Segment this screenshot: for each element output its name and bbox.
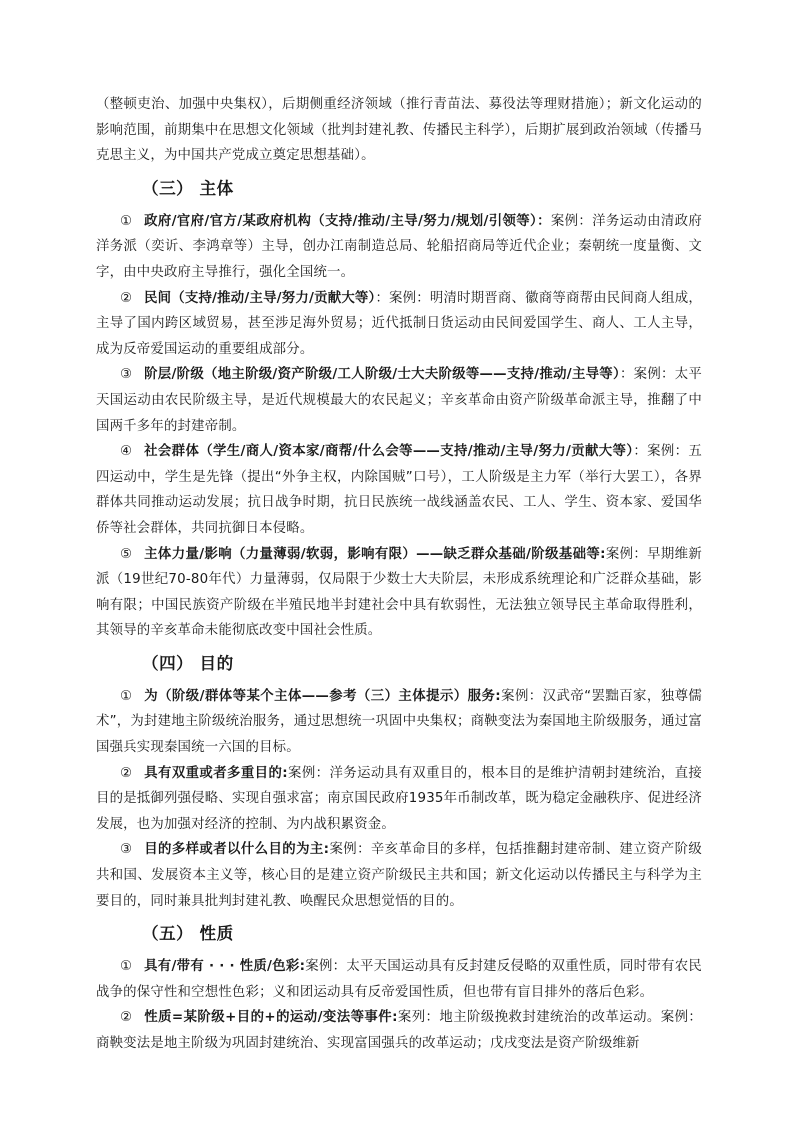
list-item	[96, 286, 702, 363]
item-lead: 阶层/阶级（地主阶级/资产阶级/工人阶级/士大夫阶级等——支持/推动/主导等）	[144, 367, 620, 383]
item-lead: 性质=某阶级+目的+的运动/变法等事件:	[144, 1010, 398, 1026]
section-heading-nature: （五） 性质	[142, 923, 234, 944]
item-number: ③	[120, 367, 133, 383]
item-lead: 目的多样或者以什么目的为主:	[144, 842, 330, 858]
item-text: 案例：洋务运动具有双重目的，根本目的是维护清朝封建统治，直接目的是抵御列强侵略、实现自强求富；南京国民政府1935年币制改革，既为稳定金融秩序、促进经济发展，也为加强对经济的控制、为内战积累资金。	[96, 765, 702, 832]
item-lead: 主体力量/影响（力量薄弱/软弱，影响有限）——缺乏群众基础/阶级基础等:	[144, 546, 606, 562]
item-lead: 社会群体（学生/商人/资本家/商帮/什么会等——支持/推动/主导/努力/贡献大等）	[144, 444, 634, 460]
intro-paragraph: （整顿吏治、加强中央集权），后期侧重经济领域（推行青苗法、募役法等理财措施）；新文化运动的影响范围，前期集中在思想文化领域（批判封建礼教、传播民主科学），后期扩展到政治领域（传播马克思主义，为中国共产党成立奠定思想基础）。	[96, 97, 702, 164]
item-number: ④	[120, 444, 133, 460]
list-item	[96, 837, 702, 914]
item-text: 案例：早期维新派（19世纪70-80年代）力量薄弱，仅局限于少数士大夫阶层，未形成系统理论和广泛群众基础，影响有限；中国民族资产阶级在半殖民地半封建社会中具有软弱性，无法独立领导民主革命取得胜利，其领导的辛亥革命未能彻底改变中国社会性质。	[96, 546, 702, 639]
list-item	[96, 761, 702, 838]
item-number: ①	[120, 959, 133, 975]
item-number: ②	[120, 290, 133, 306]
item-text: ：案例：五四运动中，学生是先锋（提出“外争主权，内除国贼”口号），工人阶级是主力军（举行大罢工），各界群体共同推动运动发展；抗日战争时期，抗日民族统一战线涵盖农民、工人、学生、资本家、爱国华侨等社会群体，共同抗御日本侵略。	[96, 444, 703, 536]
item-text: 案例：太平天国运动具有反封建反侵略的双重性质，同时带有农民战争的保守性和空想性色彩；义和团运动具有反帝爱国性质，但也带有盲目排外的落后色彩。	[96, 959, 702, 1000]
item-number: ①	[120, 688, 133, 704]
list-item	[96, 954, 702, 1005]
item-number: ③	[120, 842, 133, 858]
item-number: ⑤	[120, 546, 133, 562]
item-lead: 具有/带有 · · · 性质/色彩:	[144, 959, 306, 975]
list-item	[96, 684, 702, 761]
item-text: 案例：辛亥革命目的多样，包括推翻封建帝制、建立资产阶级共和国、发展资本主义等，核心目的是建立资产阶级民主共和国；新文化运动以传播民主与科学为主要目的，同时兼具批判封建礼教、唤醒民众思想觉悟的目的。	[96, 842, 702, 909]
item-text: ：案例：明清时期晋商、徽商等商帮由民间商人组成，主导了国内跨区域贸易，甚至涉足海外贸易；近代抵制日货运动由民间爱国学生、商人、工人主导，成为反帝爱国运动的重要组成部分。	[96, 290, 702, 357]
item-lead: 民间（支持/推动/主导/努力/贡献大等）	[144, 290, 376, 306]
list-item	[96, 209, 702, 286]
item-text: 案例：汉武帝“罢黜百家，独尊儒术”，为封建地主阶级统治服务，通过思想统一巩固中央集权；商鞅变法为秦国地主阶级服务，通过富国强兵实现秦国统一六国的目标。	[96, 688, 703, 756]
item-lead: 具有双重或者多重目的:	[144, 765, 288, 781]
item-text: 案例：洋务运动由清政府洋务派（奕䜣、李鸿章等）主导，创办江南制造总局、轮船招商局等近代企业；秦朝统一度量衡、文字，由中央政府主导推行，强化全国统一。	[96, 213, 702, 280]
item-number: ②	[120, 1010, 133, 1026]
list-item	[96, 542, 702, 644]
item-number: ②	[120, 765, 133, 781]
list-item	[96, 1005, 702, 1056]
item-number: ①	[120, 213, 133, 229]
list-item	[96, 439, 702, 541]
item-text: 案列：地主阶级挽救封建统治的改革运动。案例：商鞅变法是地主阶级为巩固封建统治、实现富国强兵的改革运动；戊戌变法是资产阶级维新	[96, 1010, 702, 1051]
item-lead: 政府/官府/官方/某政府机构（支持/推动/主导/努力/规划/引领等）：	[144, 213, 551, 229]
item-text: ：案例：太平天国运动由农民阶级主导，是近代规模最大的农民起义；辛亥革命由资产阶级革命派主导，推翻了中国两千多年的封建帝制。	[96, 367, 702, 434]
item-lead: 为（阶级/群体等某个主体——参考（三）主体提示）服务:	[144, 688, 501, 704]
document-page	[96, 92, 702, 1057]
section-heading-purpose: （四） 目的	[142, 652, 234, 673]
section-heading-subject: （三） 主体	[142, 177, 234, 198]
list-item	[96, 362, 702, 439]
